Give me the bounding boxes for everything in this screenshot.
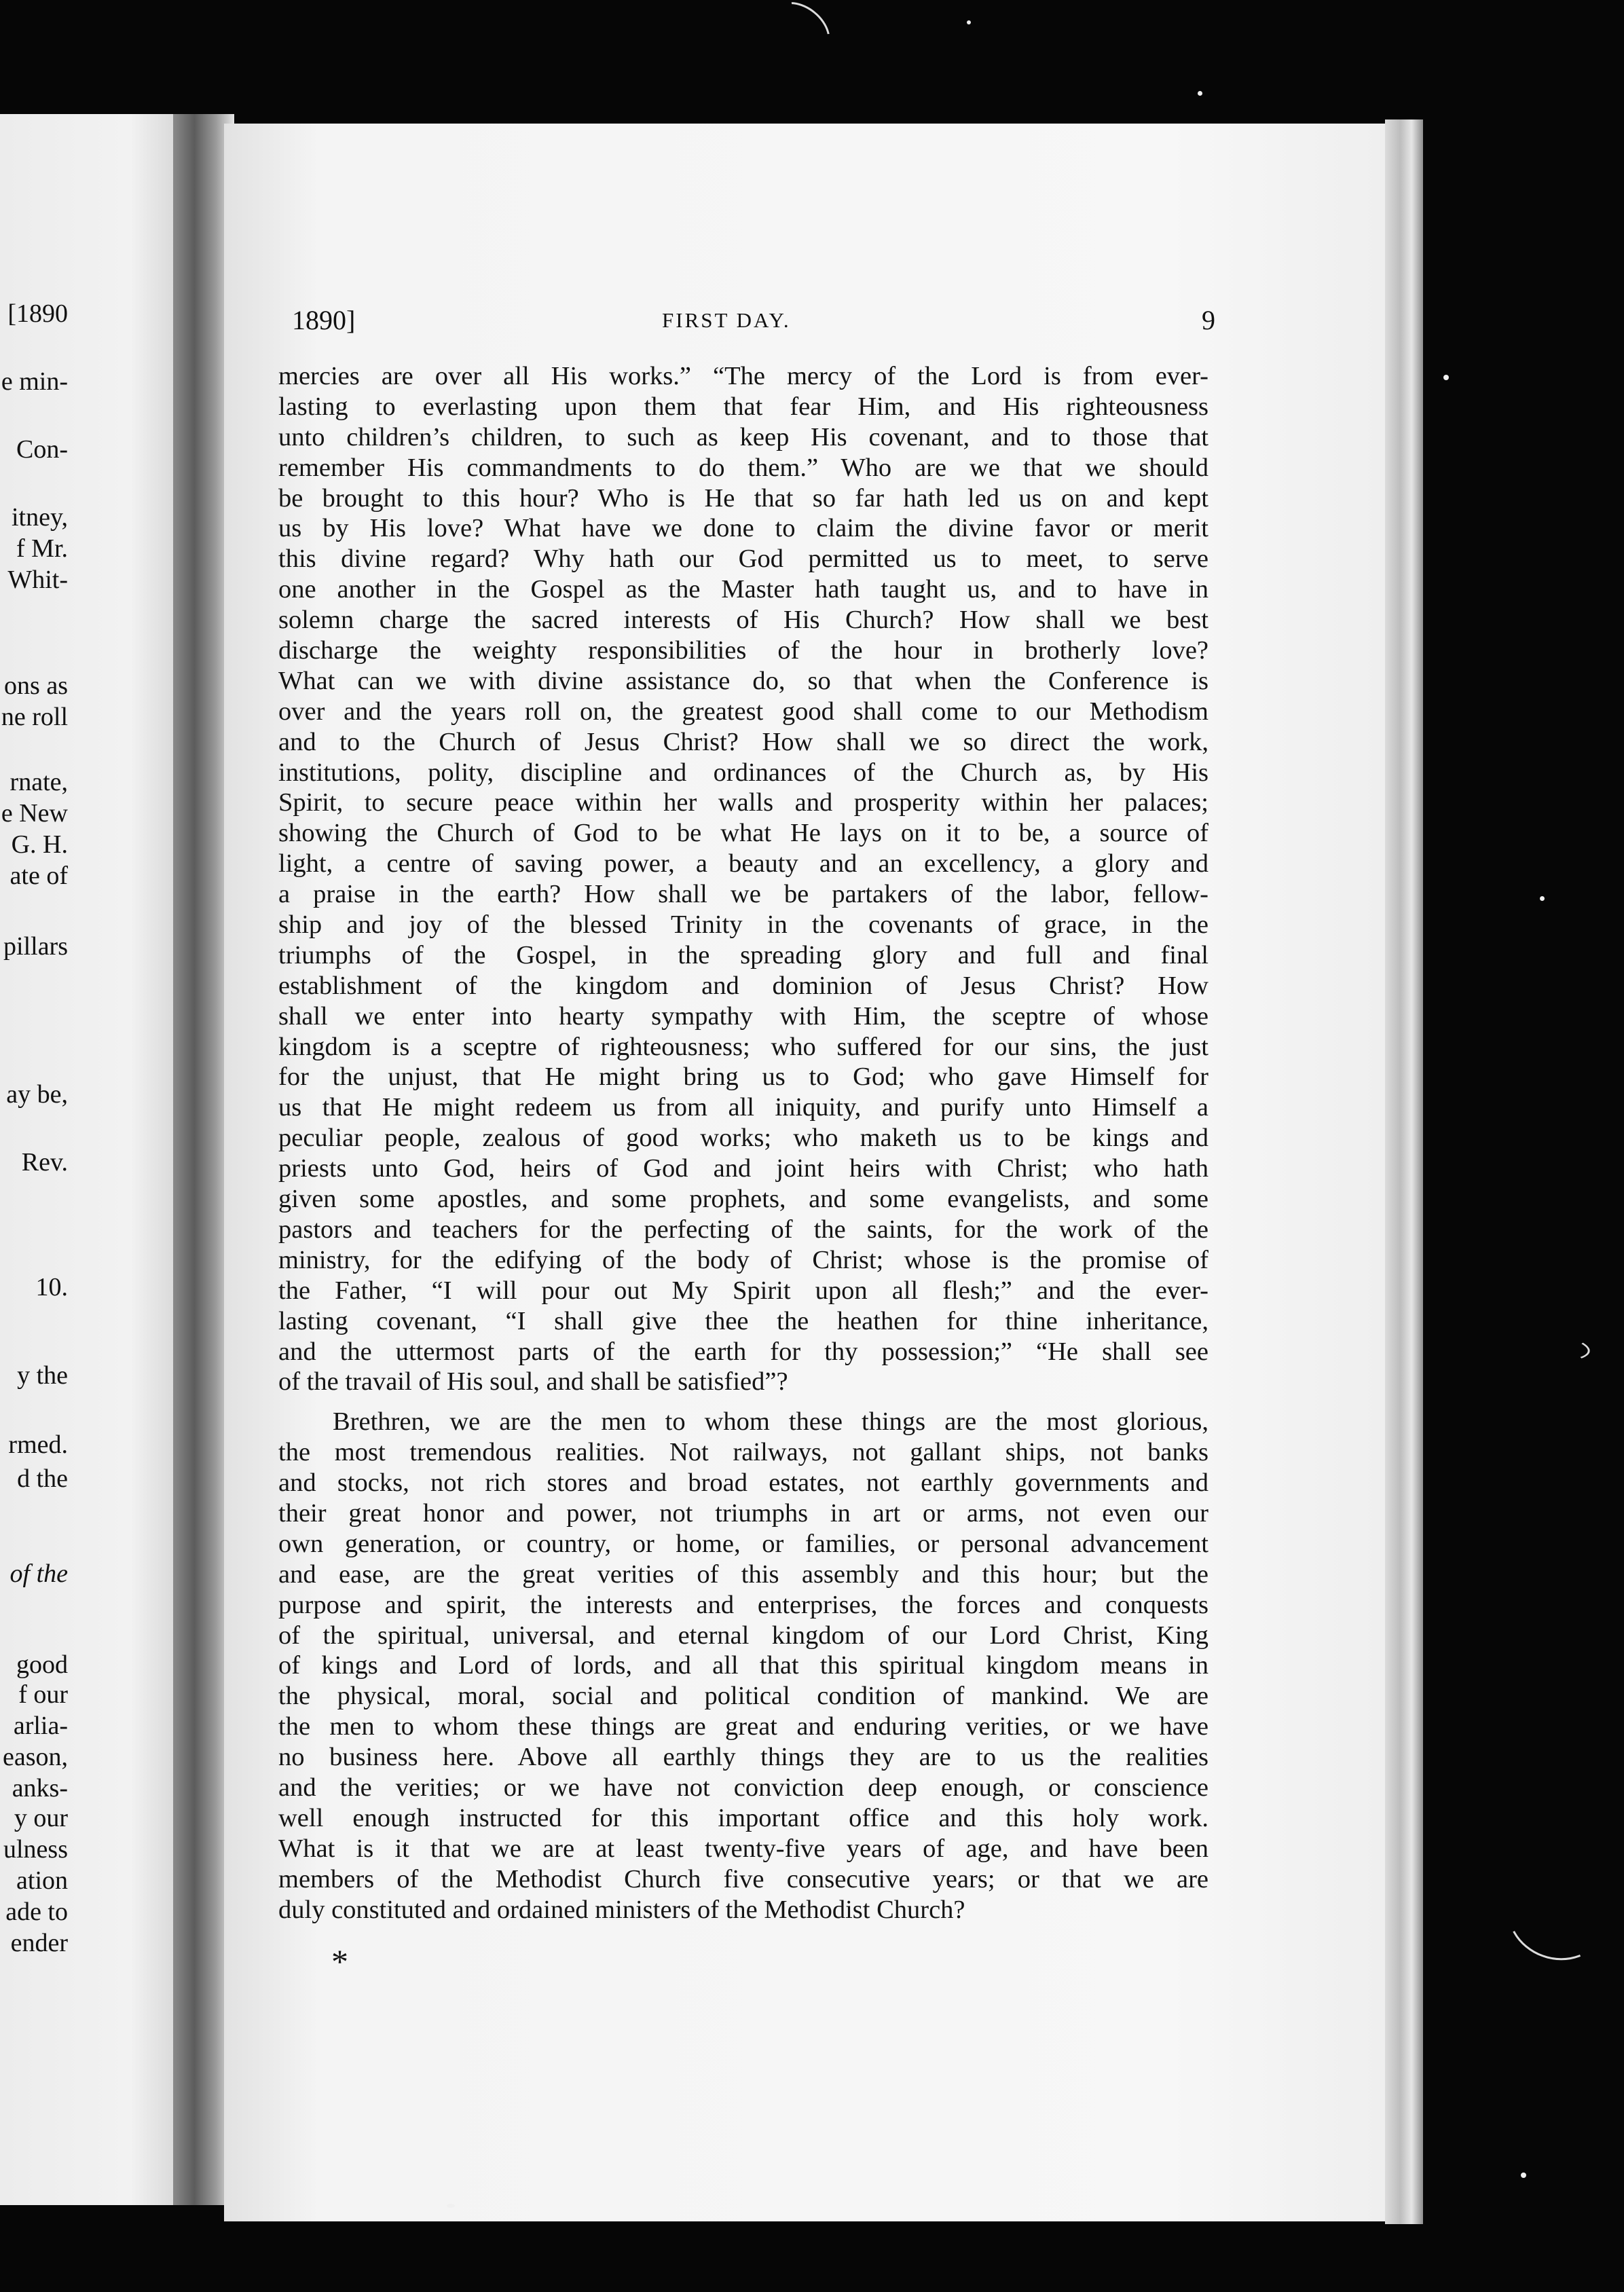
left-page-text-fragment: Con- bbox=[16, 435, 68, 464]
text-line: unto children’s children, to such as keep His covenant, and to those that bbox=[278, 422, 1208, 451]
left-page-text-fragment: e New bbox=[1, 799, 68, 828]
text-line: discharge the weighty responsibilities of the hour in brotherly love? bbox=[278, 636, 1208, 665]
left-page-text-fragment: f Mr. bbox=[16, 534, 68, 563]
left-page-text-fragment: e min- bbox=[1, 367, 68, 396]
left-page-text-fragment: good bbox=[16, 1650, 68, 1679]
text-line: one another in the Gospel as the Master hath taught us, and to have in bbox=[278, 575, 1208, 604]
left-page-text-fragment: [1890 bbox=[7, 299, 68, 328]
left-page-text-fragment: G. H. bbox=[11, 830, 68, 859]
left-page-text-fragment: ate of bbox=[10, 862, 68, 890]
left-page-text-fragment: arlia- bbox=[13, 1712, 68, 1740]
paragraph bbox=[278, 361, 1208, 1397]
text-line: of kings and Lord of lords, and all that this spiritual kingdom means in bbox=[278, 1651, 1208, 1680]
text-line: peculiar people, zealous of good works; who maketh us to be kings and bbox=[278, 1124, 1208, 1153]
text-line: and stocks, not rich stores and broad estates, not earthly governments and bbox=[278, 1468, 1208, 1498]
text-line: kingdom is a sceptre of righteousness; who suffered for our sins, the just bbox=[278, 1032, 1208, 1061]
text-line: Spirit, to secure peace within her walls and prosperity within her palaces; bbox=[278, 788, 1208, 817]
text-line: a praise in the earth? How shall we be partakers of the labor, fellow- bbox=[278, 880, 1208, 909]
paragraph-gap bbox=[278, 1397, 1208, 1407]
text-line: purpose and spirit, the interests and enterprises, the forces and conquests bbox=[278, 1590, 1208, 1619]
left-page-text-fragment: eason, bbox=[2, 1743, 68, 1771]
text-line: and the uttermost parts of the earth for thy possession;” “He shall see bbox=[278, 1337, 1208, 1366]
left-page-text-fragment: ne roll bbox=[1, 703, 68, 731]
text-line: What can we with divine assistance do, so that when the Conference is bbox=[278, 666, 1208, 695]
dust-speck bbox=[1540, 896, 1545, 901]
text-line: us that He might redeem us from all iniquity, and purify unto Himself a bbox=[278, 1093, 1208, 1122]
text-line: this divine regard? Why hath our God permitted us to meet, to serve bbox=[278, 544, 1208, 574]
signature-mark: * bbox=[331, 1942, 348, 1980]
text-line: own generation, or country, or home, or families, or personal advancement bbox=[278, 1529, 1208, 1558]
text-line: ship and joy of the blessed Trinity in the covenants of grace, in the bbox=[278, 910, 1208, 940]
left-page-text-fragment: rnate, bbox=[10, 768, 68, 796]
left-page-text-fragment: ation bbox=[16, 1866, 68, 1895]
left-page-text-fragment: f our bbox=[18, 1680, 68, 1709]
left-page-text-fragment: y our bbox=[14, 1804, 68, 1832]
text-line: no business here. Above all earthly things they are to us the realities bbox=[278, 1743, 1208, 1772]
text-line: members of the Methodist Church five consecutive years; or that we are bbox=[278, 1864, 1208, 1893]
dust-hair bbox=[1496, 1860, 1618, 1974]
text-line: remember His commandments to do them.” Who are we that we should bbox=[278, 453, 1208, 482]
text-line: Brethren, we are the men to whom these things are the most glorious, bbox=[333, 1407, 1208, 1437]
dust-speck bbox=[447, 2204, 455, 2208]
text-line: the physical, moral, social and political condition of mankind. We are bbox=[278, 1682, 1208, 1711]
text-line: What is it that we are at least twenty-five years of age, and have been bbox=[278, 1834, 1208, 1863]
left-page-text-fragment: ade to bbox=[5, 1898, 68, 1926]
text-line: given some apostles, and some prophets, and some evangelists, and some bbox=[278, 1185, 1208, 1214]
dust-hair bbox=[1476, 1326, 1591, 1367]
text-line: ministry, for the edifying of the body of Christ; whose is the promise of bbox=[278, 1245, 1208, 1274]
text-line: us by His love? What have we done to claim the divine favor or merit bbox=[278, 514, 1208, 543]
text-line: their great honor and power, not triumphs in art or arms, not even our bbox=[278, 1498, 1208, 1528]
text-line: priests unto God, heirs of God and joint heirs with Christ; who hath bbox=[278, 1154, 1208, 1183]
left-page-text-fragment: Rev. bbox=[21, 1148, 68, 1177]
dust-speck bbox=[1521, 2173, 1526, 2178]
left-page-text-fragment: y the bbox=[17, 1361, 68, 1390]
text-line: lasting to everlasting upon them that fear Him, and His righteousness bbox=[278, 392, 1208, 421]
dust-speck bbox=[1443, 375, 1449, 380]
left-page-text-fragment: pillars bbox=[3, 932, 68, 961]
text-line: light, a centre of saving power, a beauty and an excellency, a glory and bbox=[278, 849, 1208, 879]
left-page-text-fragment: ons as bbox=[4, 671, 68, 700]
left-page-text-fragment: ay be, bbox=[6, 1080, 68, 1109]
text-line: establishment of the kingdom and dominion of Jesus Christ? How bbox=[278, 971, 1208, 1000]
text-line: and to the Church of Jesus Christ? How shall we so direct the work, bbox=[278, 727, 1208, 756]
text-line: the men to whom these things are great and enduring verities, or we have bbox=[278, 1712, 1208, 1741]
text-line: showing the Church of God to be what He lays on it to be, a source of bbox=[278, 819, 1208, 848]
left-page-text-fragment: itney, bbox=[11, 503, 68, 532]
text-line: lasting covenant, “I shall give thee the heathen for thine inheritance, bbox=[278, 1306, 1208, 1335]
text-line: the Father, “I will pour out My Spirit upon all flesh;” and the ever- bbox=[278, 1276, 1208, 1305]
dust-speck bbox=[967, 20, 971, 24]
text-line: institutions, polity, discipline and ordinances of the Church as, by His bbox=[278, 758, 1208, 787]
left-page-text-fragment: ulness bbox=[3, 1835, 68, 1864]
paragraph bbox=[278, 1407, 1208, 1925]
text-line: well enough instructed for this important office and this holy work. bbox=[278, 1803, 1208, 1832]
left-page-text-fragment: 10. bbox=[35, 1273, 68, 1301]
left-page-text-fragment: rmed. bbox=[8, 1430, 68, 1459]
left-page-text-fragment: ender bbox=[10, 1929, 68, 1957]
page-number: 9 bbox=[1202, 305, 1215, 335]
text-line: over and the years roll on, the greatest good shall come to our Methodism bbox=[278, 697, 1208, 726]
text-line: and the verities; or we have not conviction deep enough, or conscience bbox=[278, 1773, 1208, 1802]
text-line: of the spiritual, universal, and eternal kingdom of our Lord Christ, King bbox=[278, 1621, 1208, 1650]
left-page-text-fragment: anks- bbox=[12, 1774, 68, 1803]
page-edge-stack bbox=[1385, 119, 1423, 2224]
text-line: the most tremendous realities. Not railways, not gallant ships, not banks bbox=[278, 1438, 1208, 1467]
text-line: pastors and teachers for the perfecting of the saints, for the work of the bbox=[278, 1215, 1208, 1244]
text-line: solemn charge the sacred interests of His Church? How shall we best bbox=[278, 606, 1208, 635]
text-line: of the travail of His soul, and shall be satisfied”? bbox=[278, 1367, 788, 1397]
left-page-text-fragment: Whit- bbox=[7, 566, 68, 594]
page-header bbox=[292, 304, 1215, 345]
text-line: for the unjust, that He might bring us to God; who gave Himself for bbox=[278, 1062, 1208, 1092]
running-title: FIRST DAY. bbox=[662, 308, 791, 332]
text-line: shall we enter into hearty sympathy with Him, the sceptre of whose bbox=[278, 1001, 1208, 1031]
page-body bbox=[278, 361, 1208, 1925]
dust-speck bbox=[1198, 91, 1202, 96]
text-line: be brought to this hour? Who is He that so far hath led us on and kept bbox=[278, 483, 1208, 513]
dust-speck bbox=[1361, 895, 1365, 899]
dust-hair bbox=[762, 0, 841, 67]
header-year: 1890] bbox=[292, 305, 356, 335]
left-page-text-fragment: of the bbox=[10, 1559, 68, 1588]
text-line: and ease, are the great verities of this assembly and this hour; but the bbox=[278, 1559, 1208, 1589]
text-line: duly constituted and ordained ministers of the Methodist Church? bbox=[278, 1895, 965, 1924]
text-line: triumphs of the Gospel, in the spreading glory and full and final bbox=[278, 940, 1208, 969]
left-page-text-fragment: d the bbox=[17, 1464, 68, 1493]
text-line: mercies are over all His works.” “The mercy of the Lord is from ever- bbox=[278, 362, 1208, 390]
